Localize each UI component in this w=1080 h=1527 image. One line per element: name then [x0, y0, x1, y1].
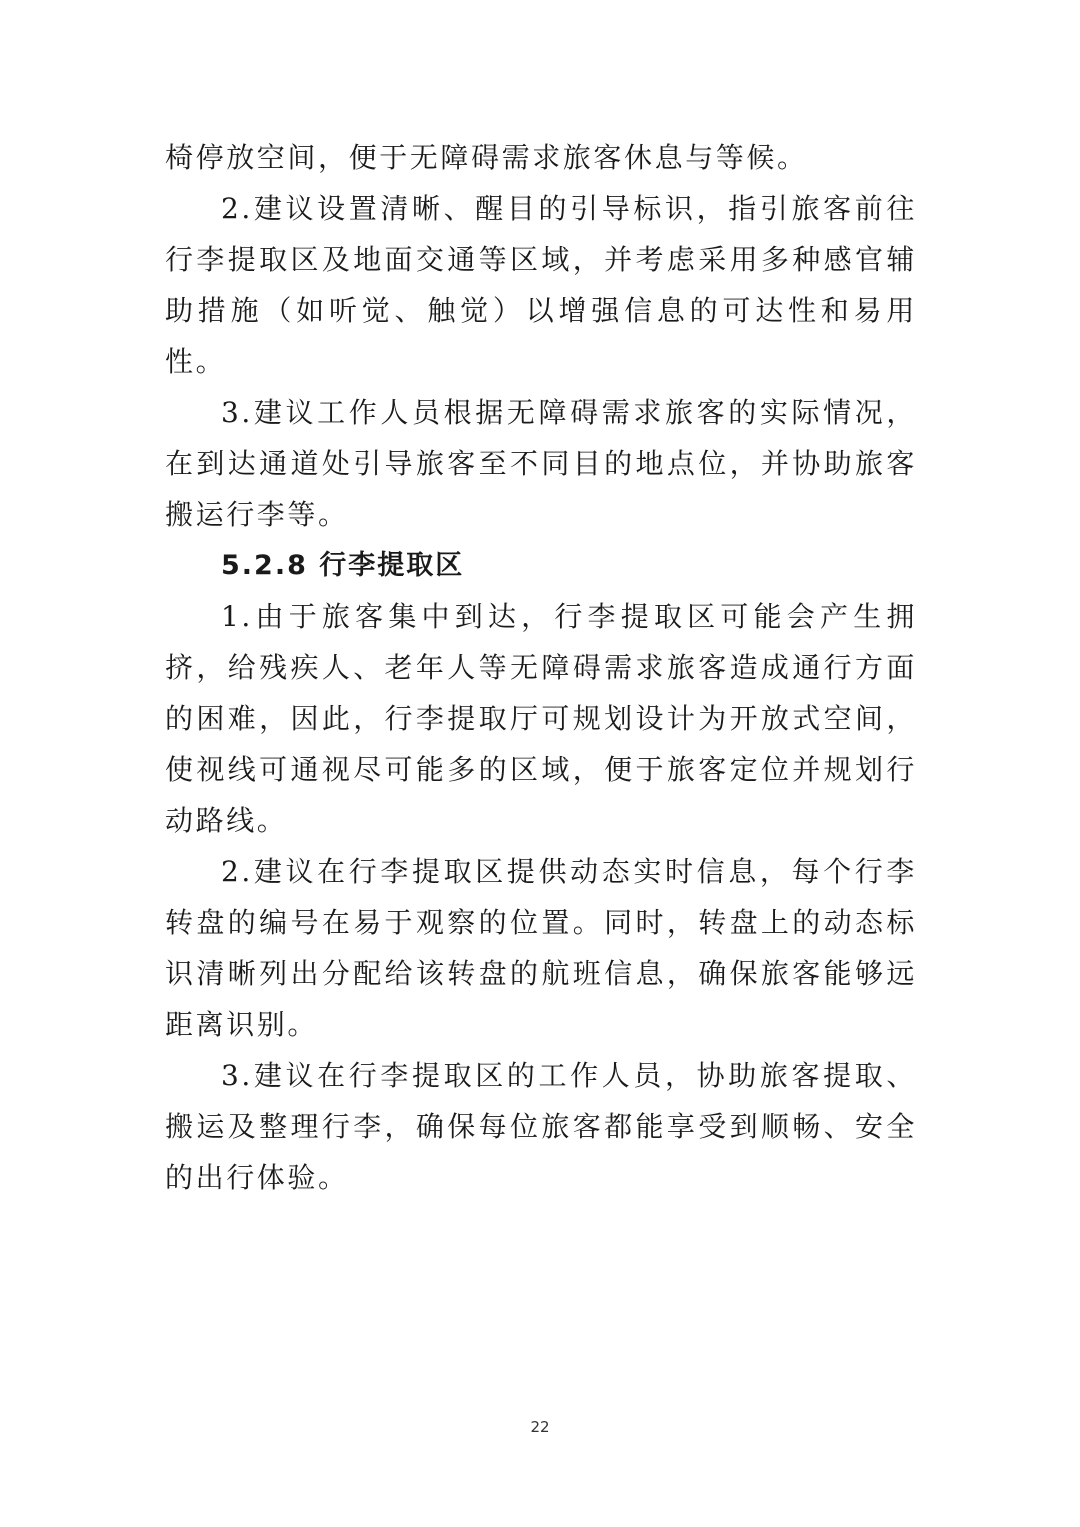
paragraph-item-2: 2.建议设置清晰、醒目的引导标识，指引旅客前往行李提取区及地面交通等区域，并考虑采用多种感官辅助措施（如听觉、触觉）以增强信息的可达性和易用性。 — [165, 192, 917, 378]
section-heading: 5.2.8 行李提取区 — [221, 550, 465, 581]
paragraph-continuation: 椅停放空间，便于无障碍需求旅客休息与等候。 — [165, 141, 808, 174]
paragraph-item-3: 3.建议工作人员根据无障碍需求旅客的实际情况，在到达通道处引导旅客至不同目的地点位，并协助旅客搬运行李等。 — [165, 396, 917, 531]
paragraph-baggage-1: 1.由于旅客集中到达，行李提取区可能会产生拥挤，给残疾人、老年人等无障碍需求旅客造成通行方面的困难，因此，行李提取厅可规划设计为开放式空间，使视线可通视尽可能多的区域，便于旅客定位并规划行动路线。 — [165, 600, 917, 837]
paragraph-baggage-2: 2.建议在行李提取区提供动态实时信息，每个行李转盘的编号在易于观察的位置。同时，转盘上的动态标识清晰列出分配给该转盘的航班信息，确保旅客能够远距离识别。 — [165, 855, 917, 1041]
document-body — [165, 132, 917, 1203]
paragraph-baggage-3: 3.建议在行李提取区的工作人员，协助旅客提取、搬运及整理行李，确保每位旅客都能享受到顺畅、安全的出行体验。 — [165, 1059, 917, 1194]
page-number: 22 — [530, 1418, 550, 1436]
